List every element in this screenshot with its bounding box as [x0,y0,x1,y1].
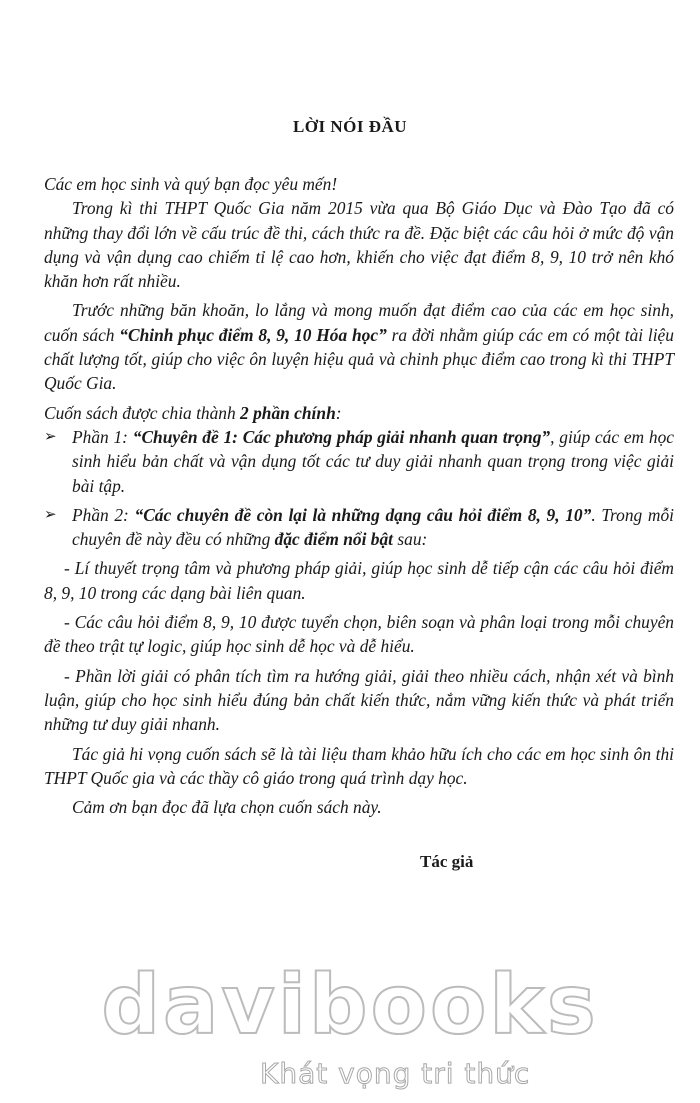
part-label: Phần 2: [72,504,135,525]
paragraph-hope: Tác giả hi vọng cuốn sách sẽ là tài liệu tham khảo hữu ích cho các em học sinh ôn thi THPT Quốc gia và các thầy cô giáo trong quá trình dạy học. [44,743,674,788]
paragraph-thanks: Cảm ơn bạn đọc đã lựa chọn cuốn sách này. [72,797,382,818]
part-title: “Chuyên đề 1: Các phương pháp giải nhanh quan trọng” [132,426,551,447]
text-span: sau: [393,529,428,550]
text-span: : [335,402,342,423]
part-2-item [44,503,674,552]
paragraph-purpose [44,298,674,395]
arrow-bullet-icon: ➢ [44,428,57,445]
bold-text: đặc điểm nổi bật [274,529,394,550]
text-span: ra đời nhằm giúp các em có một tài liệu chất lượng tốt, giúp cho việc ôn luyện hiệu quả và chinh phục điểm cao trong kì thi THPT Quốc Gia. [44,324,674,394]
watermark-brand: davibooks [101,958,599,1053]
book-title: “Chinh phục điểm 8, 9, 10 Hóa học” [119,324,387,345]
watermark-slogan: Khát vọng tri thức [260,1057,531,1090]
text-span: Trước những băn khoăn, lo lắng và mong muốn đạt điểm cao của các em học sinh, cuốn sách [44,300,674,345]
text-span: . Trong mỗi chuyên đề này đều có những [72,504,674,550]
feature-item: - Phần lời giải có phân tích tìm ra hướng giải, giải theo nhiều cách, nhận xét và bình luận, giúp cho học sinh hiểu đúng bản chất kiến thức, nắm vững kiến thức và phát triển những tư duy giải nhanh. [44,665,674,735]
page-title: LỜI NÓI ĐẦU [292,117,408,136]
part-1-item [44,425,674,498]
paragraph-intro: Trong kì thi THPT Quốc Gia năm 2015 vừa qua Bộ Giáo Dục và Đào Tạo đã có những thay đổi lớn về cấu trúc đề thi, cách thức ra đề. Đặc biệt các câu hỏi ở mức độ vận dụng và vận dụng cao chiếm tỉ lệ cao hơn, khiến cho việc đạt điểm 8, 9, 10 trở nên khó khăn hơn rất nhiều. [44,198,674,292]
text-span: Cuốn sách được chia thành [44,402,241,423]
bold-text: 2 phần chính [240,402,336,423]
arrow-bullet-icon: ➢ [44,506,57,523]
paragraph-structure [44,401,674,425]
author-signature: Tác giả [420,852,474,871]
feature-item: - Các câu hỏi điểm 8, 9, 10 được tuyển chọn, biên soạn và phân loại trong mỗi chuyên đề theo trật tự logic, giúp học sinh dễ học và dễ hiểu. [44,612,674,657]
text-span: , giúp các em học sinh hiểu bản chất và vận dụng tốt các tư duy giải nhanh quan trọng trong việc giải bài tập. [72,426,674,496]
feature-item: - Lí thuyết trọng tâm và phương pháp giải, giúp học sinh dễ tiếp cận các câu hỏi điểm 8, 9, 10 trong các dạng bài liên quan. [44,558,674,603]
document-body [44,172,674,824]
greeting: Các em học sinh và quý bạn đọc yêu mến! [44,174,338,194]
part-title: “Các chuyên đề còn lại là những dạng câu hỏi điểm 8, 9, 10” [134,504,592,525]
part-label: Phần 1: [72,426,133,447]
